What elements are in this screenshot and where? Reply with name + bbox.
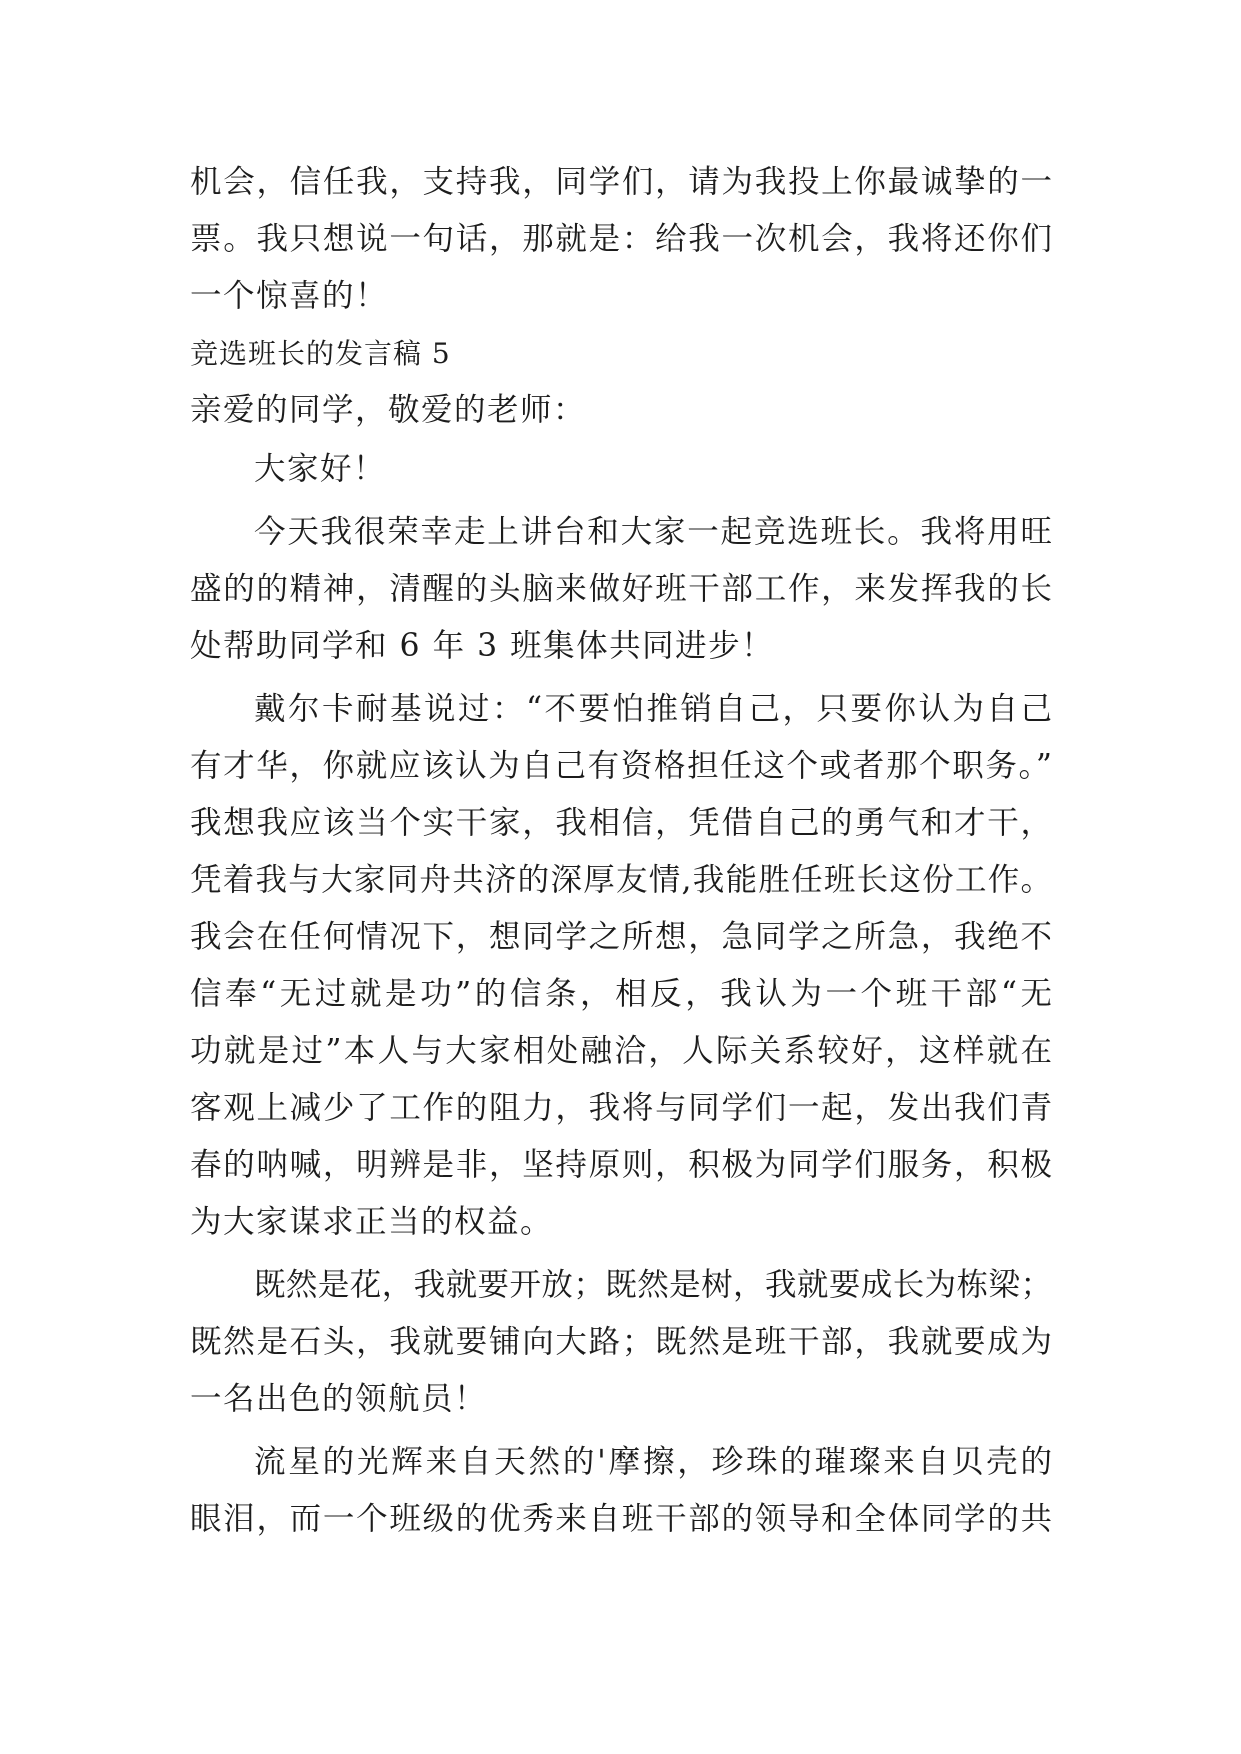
paragraph-line: 我会在任何情况下，想同学之所想，急同学之所急，我绝不 [190,919,1052,955]
greeting: 大家好！ [254,451,387,487]
paragraph-line: 处帮助同学和 6 年 3 班集体共同进步！ [190,628,775,664]
paragraph-line: 今天我很荣幸走上讲台和大家一起竞选班长。我将用旺 [254,514,1052,550]
paragraph [190,1257,1052,1428]
paragraph-line: 既然是花，我就要开放；既然是树，我就要成长为栋梁； [254,1267,1052,1303]
continued-paragraph [190,154,1052,325]
paragraph-line: 信奉“无过就是功”的信条，相反，我认为一个班干部“无 [190,976,1052,1012]
paragraph-line: 戴尔卡耐基说过：“不要怕推销自己，只要你认为自己 [254,691,1052,727]
paragraph-line: 有才华，你就应该认为自己有资格担任这个或者那个职务。” [190,748,1052,784]
document-heading: 竞选班长的发言稿 5 [190,337,451,370]
paragraph-line: 既然是石头，我就要铺向大路；既然是班干部，我就要成为 [190,1324,1052,1360]
paragraph-line: 春的呐喊，明辨是非，坚持原则，积极为同学们服务，积极 [190,1147,1052,1183]
paragraph-line: 我想我应该当个实干家，我相信，凭借自己的勇气和才干， [190,805,1052,841]
document-body [190,154,1052,1548]
paragraph [190,1434,1052,1548]
paragraph-line: 凭着我与大家同舟共济的深厚友情,我能胜任班长这份工作。 [190,862,1052,898]
paragraph-line: 流星的光辉来自天然的'摩擦，珍珠的璀璨来自贝壳的 [254,1444,1052,1480]
paragraph-line: 一名出色的领航员！ [190,1381,488,1417]
paragraph-line: 盛的的精神，清醒的头脑来做好班干部工作，来发挥我的长 [190,571,1052,607]
paragraph-line: 为大家谋求正当的权益。 [190,1204,554,1240]
paragraph-line: 票。我只想说一句话，那就是：给我一次机会，我将还你们 [190,221,1052,257]
paragraph [190,681,1052,1251]
paragraph [190,504,1052,675]
paragraph-line: 客观上减少了工作的阻力，我将与同学们一起，发出我们青 [190,1090,1052,1126]
paragraph-line: 机会，信任我，支持我，同学们，请为我投上你最诚挚的一 [190,164,1052,200]
paragraph-line: 功就是过”本人与大家相处融洽，人际关系较好，这样就在 [190,1033,1052,1069]
salutation: 亲爱的同学，敬爱的老师： [190,392,587,428]
paragraph-line: 眼泪，而一个班级的优秀来自班干部的领导和全体同学的共 [190,1501,1052,1537]
paragraph-line: 一个惊喜的！ [190,278,389,314]
